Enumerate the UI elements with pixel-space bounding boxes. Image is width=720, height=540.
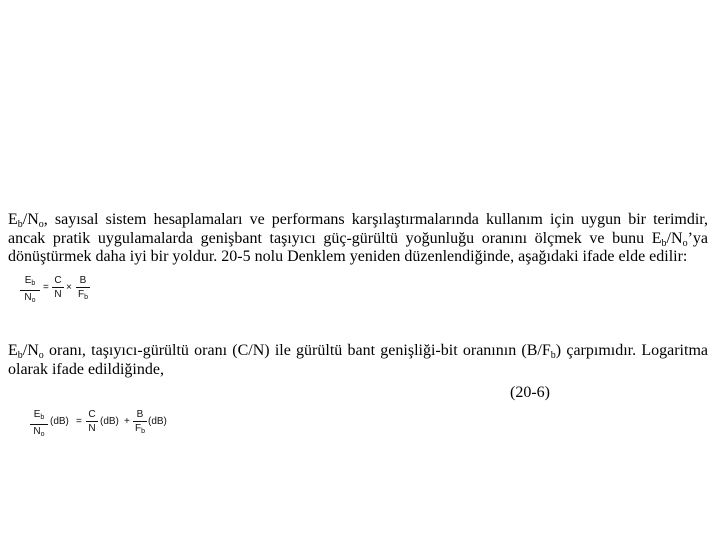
paragraph-text: ) çarpımıdır. Logaritma olarak ifade edildiğinde,: [8, 342, 708, 378]
paragraph-text: , sayısal sistem hesaplamaları ve performans karşılaştırmalarında kullanım için uygun bir terimdir, ancak pratik uygulamalarda genişbant taşıyıcı güç-gürültü yoğunluğu oranını ölçmek ve bunu E: [8, 211, 708, 247]
eb-symbol: E: [8, 211, 18, 228]
equals-sign: =: [76, 416, 82, 427]
no-symbol: N: [27, 211, 39, 228]
formula-ratio: [20, 275, 100, 331]
formula-log: [30, 409, 180, 445]
eb-subscript: b: [17, 350, 23, 361]
unit-db: (dB): [50, 416, 69, 427]
fraction-eb-no: $E_b$ $N_o$: [20, 275, 40, 306]
eb-symbol: E: [8, 342, 18, 359]
no-subscript: o: [682, 237, 688, 249]
plus-sign: +: [124, 416, 130, 427]
times-sign: ×: [66, 282, 72, 293]
fb-subscript: b: [550, 350, 556, 361]
paragraph-intro: [8, 211, 708, 267]
no-subscript: o: [38, 219, 44, 230]
slash: /: [22, 342, 28, 359]
eb-subscript: b: [17, 219, 23, 230]
paragraph-text: ’ya dönüştürmek daha iyi bir yoldur. 20-5 nolu Denklem yeniden düzenlendiğinde, aşağıdaki ifade elde edilir:: [8, 229, 708, 265]
fraction-c-n: C N: [52, 275, 64, 300]
fraction-eb-no: $E_b$ $N_o$: [30, 409, 48, 440]
equals-sign: =: [43, 282, 49, 293]
slash: /: [666, 229, 671, 247]
unit-db: (dB): [100, 416, 119, 427]
no-symbol: N: [27, 342, 39, 359]
paragraph-explanation: [8, 342, 708, 379]
fraction-b-fb: B $F_b$: [77, 275, 88, 301]
equation-number: (20-6): [510, 384, 550, 401]
fraction-b-fb: B $F_b$: [134, 409, 145, 435]
eb-subscript: b: [661, 237, 667, 249]
fraction-c-n: C N: [86, 409, 98, 434]
no-symbol: N: [671, 229, 683, 247]
paragraph-text: oranı, taşıyıcı-gürültü oranı (C/N) ile gürültü bant genişliği-bit oranının (B/F: [43, 342, 551, 359]
slash: /: [22, 211, 28, 228]
unit-db: (dB): [148, 416, 167, 427]
no-subscript: o: [38, 350, 44, 361]
